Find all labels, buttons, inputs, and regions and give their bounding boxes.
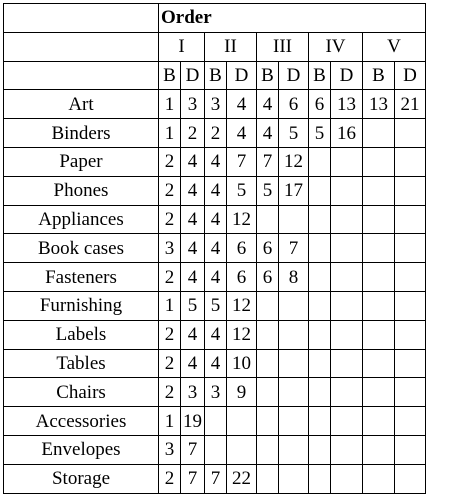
table-row xyxy=(4,176,426,205)
table-cell: 10 xyxy=(227,349,257,378)
table-cell xyxy=(395,435,426,464)
order-header-5: V xyxy=(363,32,426,61)
header-row-orders xyxy=(4,32,426,61)
table-cell: 1 xyxy=(159,90,181,119)
table-cell: 2 xyxy=(159,205,181,234)
table-cell xyxy=(279,378,309,407)
table-cell xyxy=(395,176,426,205)
table-cell xyxy=(363,464,395,493)
row-label: Accessories xyxy=(4,407,159,436)
table-cell: 3 xyxy=(159,435,181,464)
table-cell: 2 xyxy=(159,378,181,407)
row-label: Book cases xyxy=(4,234,159,263)
table-cell: 6 xyxy=(227,263,257,292)
table-cell xyxy=(395,234,426,263)
table-cell xyxy=(309,320,331,349)
corner-cell xyxy=(4,4,159,33)
corner-cell xyxy=(4,32,159,61)
table-cell: 5 xyxy=(227,176,257,205)
table-body xyxy=(4,90,426,493)
table-cell xyxy=(279,349,309,378)
table-cell xyxy=(309,263,331,292)
table-cell xyxy=(331,263,363,292)
table-cell xyxy=(395,464,426,493)
sub-header-d: D xyxy=(181,61,205,90)
table-cell: 1 xyxy=(159,291,181,320)
table-cell xyxy=(363,320,395,349)
sub-header-b: B xyxy=(363,61,395,90)
table-cell: 19 xyxy=(181,407,205,436)
table-cell: 2 xyxy=(159,349,181,378)
table-cell: 6 xyxy=(309,90,331,119)
table-cell: 2 xyxy=(159,147,181,176)
table-cell xyxy=(363,407,395,436)
table-row xyxy=(4,234,426,263)
table-cell: 13 xyxy=(331,90,363,119)
sub-header-d: D xyxy=(395,61,426,90)
table-cell xyxy=(309,349,331,378)
table-cell xyxy=(363,205,395,234)
table-cell xyxy=(331,407,363,436)
table-cell xyxy=(279,205,309,234)
order-header-2: II xyxy=(205,32,257,61)
table-cell xyxy=(205,435,227,464)
table-cell xyxy=(363,119,395,148)
table-row xyxy=(4,263,426,292)
row-label: Chairs xyxy=(4,378,159,407)
table-cell: 7 xyxy=(205,464,227,493)
table-cell: 3 xyxy=(181,378,205,407)
table-cell xyxy=(395,263,426,292)
row-label: Tables xyxy=(4,349,159,378)
table-cell xyxy=(257,320,279,349)
table-cell: 3 xyxy=(159,234,181,263)
table-cell xyxy=(309,205,331,234)
table-row xyxy=(4,435,426,464)
table-cell xyxy=(363,435,395,464)
table-cell xyxy=(257,291,279,320)
table-cell xyxy=(309,291,331,320)
sub-header-b: B xyxy=(205,61,227,90)
table-cell xyxy=(363,378,395,407)
table-cell: 2 xyxy=(159,464,181,493)
header-row-subs xyxy=(4,61,426,90)
table-row xyxy=(4,90,426,119)
table-cell xyxy=(395,378,426,407)
table-cell: 4 xyxy=(181,147,205,176)
table-cell xyxy=(395,349,426,378)
table-cell xyxy=(257,378,279,407)
table-cell: 1 xyxy=(159,119,181,148)
table-cell: 5 xyxy=(205,291,227,320)
table-cell: 5 xyxy=(181,291,205,320)
table-cell: 4 xyxy=(227,90,257,119)
table-cell xyxy=(331,291,363,320)
table-row xyxy=(4,320,426,349)
table-cell xyxy=(309,147,331,176)
table-cell: 6 xyxy=(279,90,309,119)
table-cell: 3 xyxy=(205,90,227,119)
table-cell xyxy=(257,464,279,493)
table-cell: 4 xyxy=(181,176,205,205)
table-cell xyxy=(309,464,331,493)
corner-cell xyxy=(4,61,159,90)
row-label: Binders xyxy=(4,119,159,148)
table-cell: 17 xyxy=(279,176,309,205)
row-label: Appliances xyxy=(4,205,159,234)
table-cell xyxy=(395,119,426,148)
table-cell xyxy=(279,291,309,320)
table-cell: 13 xyxy=(363,90,395,119)
table-cell xyxy=(309,407,331,436)
table-cell xyxy=(227,435,257,464)
table-cell xyxy=(363,234,395,263)
table-cell: 5 xyxy=(279,119,309,148)
table-cell xyxy=(363,263,395,292)
table-cell: 4 xyxy=(181,234,205,263)
table-cell: 4 xyxy=(205,205,227,234)
table-cell: 4 xyxy=(205,234,227,263)
table-cell xyxy=(395,205,426,234)
table-cell xyxy=(279,320,309,349)
table-cell: 4 xyxy=(257,119,279,148)
table-cell xyxy=(279,435,309,464)
table-row xyxy=(4,205,426,234)
table-cell xyxy=(257,435,279,464)
table-cell xyxy=(331,464,363,493)
order-header-4: IV xyxy=(309,32,363,61)
table-cell: 4 xyxy=(205,320,227,349)
table-row xyxy=(4,119,426,148)
row-label: Paper xyxy=(4,147,159,176)
table-cell xyxy=(331,176,363,205)
table-cell xyxy=(331,320,363,349)
table-cell: 4 xyxy=(205,176,227,205)
table-row xyxy=(4,378,426,407)
table-cell: 7 xyxy=(181,464,205,493)
table-cell: 3 xyxy=(205,378,227,407)
table-cell xyxy=(309,234,331,263)
table-cell: 12 xyxy=(227,291,257,320)
table-cell xyxy=(309,435,331,464)
order-header-1: I xyxy=(159,32,205,61)
row-label: Phones xyxy=(4,176,159,205)
table-cell: 1 xyxy=(159,407,181,436)
table-cell: 3 xyxy=(181,90,205,119)
table-cell: 12 xyxy=(227,205,257,234)
table-row xyxy=(4,291,426,320)
table-cell: 4 xyxy=(205,147,227,176)
table-cell: 4 xyxy=(181,205,205,234)
table-cell xyxy=(331,234,363,263)
table-cell xyxy=(257,407,279,436)
table-row xyxy=(4,407,426,436)
sub-header-d: D xyxy=(279,61,309,90)
sub-header-b: B xyxy=(257,61,279,90)
table-cell: 9 xyxy=(227,378,257,407)
table-cell: 4 xyxy=(205,349,227,378)
row-label: Envelopes xyxy=(4,435,159,464)
table-cell: 5 xyxy=(309,119,331,148)
table-cell: 6 xyxy=(257,263,279,292)
row-label: Storage xyxy=(4,464,159,493)
table-cell xyxy=(205,407,227,436)
table-cell xyxy=(279,464,309,493)
table-cell: 2 xyxy=(159,320,181,349)
table-cell: 4 xyxy=(205,263,227,292)
table-cell xyxy=(279,407,309,436)
table-cell xyxy=(309,378,331,407)
table-cell: 7 xyxy=(181,435,205,464)
table-cell: 12 xyxy=(279,147,309,176)
table-cell xyxy=(395,147,426,176)
table-cell: 8 xyxy=(279,263,309,292)
table-cell xyxy=(331,147,363,176)
table-cell: 5 xyxy=(257,176,279,205)
table-cell: 4 xyxy=(227,119,257,148)
sub-header-d: D xyxy=(227,61,257,90)
header-row-group xyxy=(4,4,426,33)
table-cell: 4 xyxy=(257,90,279,119)
table-cell: 2 xyxy=(205,119,227,148)
table-row xyxy=(4,349,426,378)
row-label: Fasteners xyxy=(4,263,159,292)
order-header-3: III xyxy=(257,32,309,61)
table-cell xyxy=(257,205,279,234)
table-cell: 2 xyxy=(159,263,181,292)
sub-header-d: D xyxy=(331,61,363,90)
table-row xyxy=(4,464,426,493)
table-cell xyxy=(257,349,279,378)
sub-header-b: B xyxy=(159,61,181,90)
table-cell xyxy=(395,320,426,349)
table-cell: 2 xyxy=(181,119,205,148)
sub-header-b: B xyxy=(309,61,331,90)
order-group-header: Order xyxy=(159,4,426,33)
table-row xyxy=(4,147,426,176)
table-cell xyxy=(395,407,426,436)
table-cell: 16 xyxy=(331,119,363,148)
row-label: Art xyxy=(4,90,159,119)
table-cell: 21 xyxy=(395,90,426,119)
table-cell xyxy=(331,349,363,378)
row-label: Labels xyxy=(4,320,159,349)
table-cell: 22 xyxy=(227,464,257,493)
table-cell: 6 xyxy=(257,234,279,263)
table-cell: 2 xyxy=(159,176,181,205)
table-cell xyxy=(331,378,363,407)
table-cell: 7 xyxy=(279,234,309,263)
table-cell xyxy=(309,176,331,205)
table-cell: 4 xyxy=(181,349,205,378)
table-cell: 7 xyxy=(257,147,279,176)
table-cell xyxy=(395,291,426,320)
table-cell xyxy=(363,291,395,320)
order-table xyxy=(3,3,426,494)
table-cell xyxy=(331,205,363,234)
row-label: Furnishing xyxy=(4,291,159,320)
table-cell xyxy=(227,407,257,436)
table-cell xyxy=(363,147,395,176)
table-cell xyxy=(363,176,395,205)
table-cell: 4 xyxy=(181,320,205,349)
table-cell: 7 xyxy=(227,147,257,176)
table-cell: 12 xyxy=(227,320,257,349)
table-cell xyxy=(331,435,363,464)
table-cell: 6 xyxy=(227,234,257,263)
table-cell xyxy=(363,349,395,378)
table-cell: 4 xyxy=(181,263,205,292)
